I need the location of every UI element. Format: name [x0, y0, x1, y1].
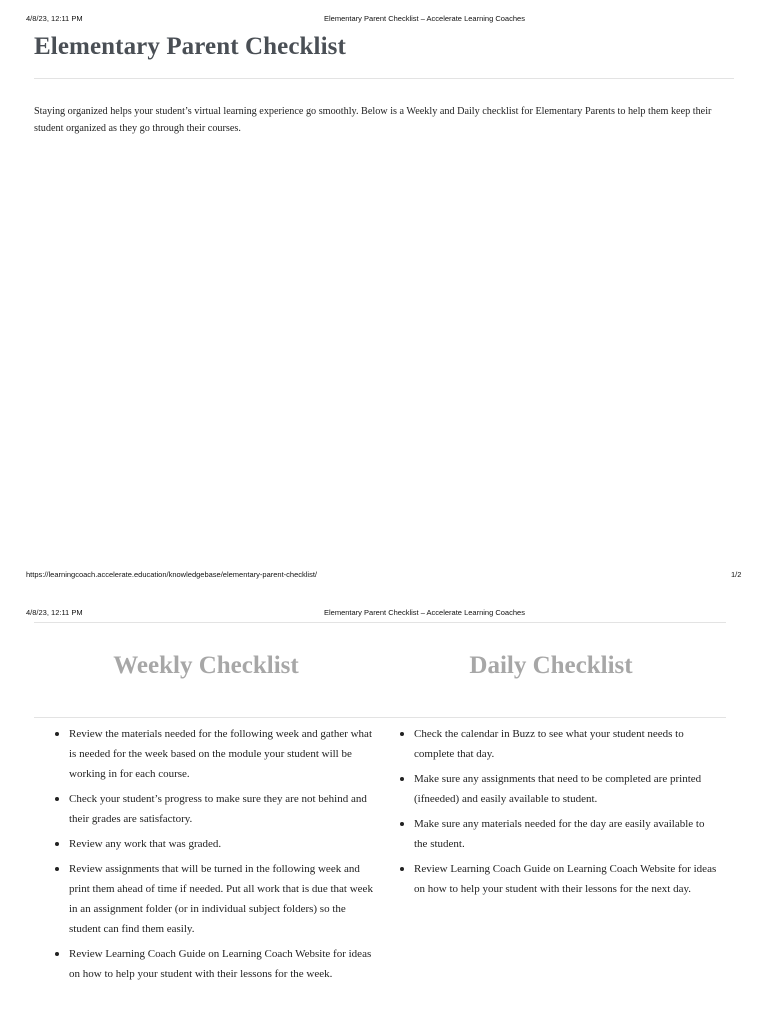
- weekly-checklist-item: Review Learning Coach Guide on Learning Coach Website for ideas on how to help your student with their lessons for the week.: [55, 944, 375, 984]
- daily-checklist-heading: Daily Checklist: [469, 652, 633, 679]
- print-footer-page-number: 1/2: [731, 570, 742, 579]
- page2-top-divider: [34, 622, 726, 623]
- weekly-checklist-item: Review assignments that will be turned in the following week and print them ahead of time if needed. Put all work that is due that week in an assignment folder (or in individual subject folders) so the student can find them easily.: [55, 859, 375, 939]
- print-header-title: Elementary Parent Checklist – Accelerate Learning Coaches: [324, 14, 525, 23]
- daily-checklist: [400, 724, 718, 904]
- daily-checklist-item: Make sure any assignments that need to be completed are printed (ifneeded) and easily available to student.: [400, 769, 718, 809]
- title-divider: [34, 78, 734, 79]
- print-header-title: Elementary Parent Checklist – Accelerate Learning Coaches: [324, 608, 525, 617]
- daily-checklist-item: Make sure any materials needed for the day are easily available to the student.: [400, 814, 718, 854]
- print-header-datetime: 4/8/23, 12:11 PM: [26, 14, 83, 23]
- print-footer-url: https://learningcoach.accelerate.education/knowledgebase/elementary-parent-checklist/: [26, 570, 318, 579]
- daily-checklist-item: Check the calendar in Buzz to see what your student needs to complete that day.: [400, 724, 718, 764]
- weekly-checklist: [55, 724, 375, 989]
- daily-checklist-item: Review Learning Coach Guide on Learning Coach Website for ideas on how to help your student with their lessons for the next day.: [400, 859, 718, 899]
- weekly-checklist-item: Review any work that was graded.: [55, 834, 375, 854]
- weekly-checklist-item: Check your student’s progress to make sure they are not behind and their grades are satisfactory.: [55, 789, 375, 829]
- weekly-checklist-item: Review the materials needed for the following week and gather what is needed for the week based on the module your student will be working in for each course.: [55, 724, 375, 784]
- page-title: Elementary Parent Checklist: [34, 33, 346, 60]
- weekly-checklist-heading: Weekly Checklist: [113, 652, 299, 679]
- headings-divider: [34, 717, 726, 718]
- intro-paragraph: Staying organized helps your student’s virtual learning experience go smoothly. Below is a Weekly and Daily checklist for Elementary Parents to help them keep their student organized as they go through their courses.: [34, 106, 712, 134]
- print-header-datetime: 4/8/23, 12:11 PM: [26, 608, 83, 617]
